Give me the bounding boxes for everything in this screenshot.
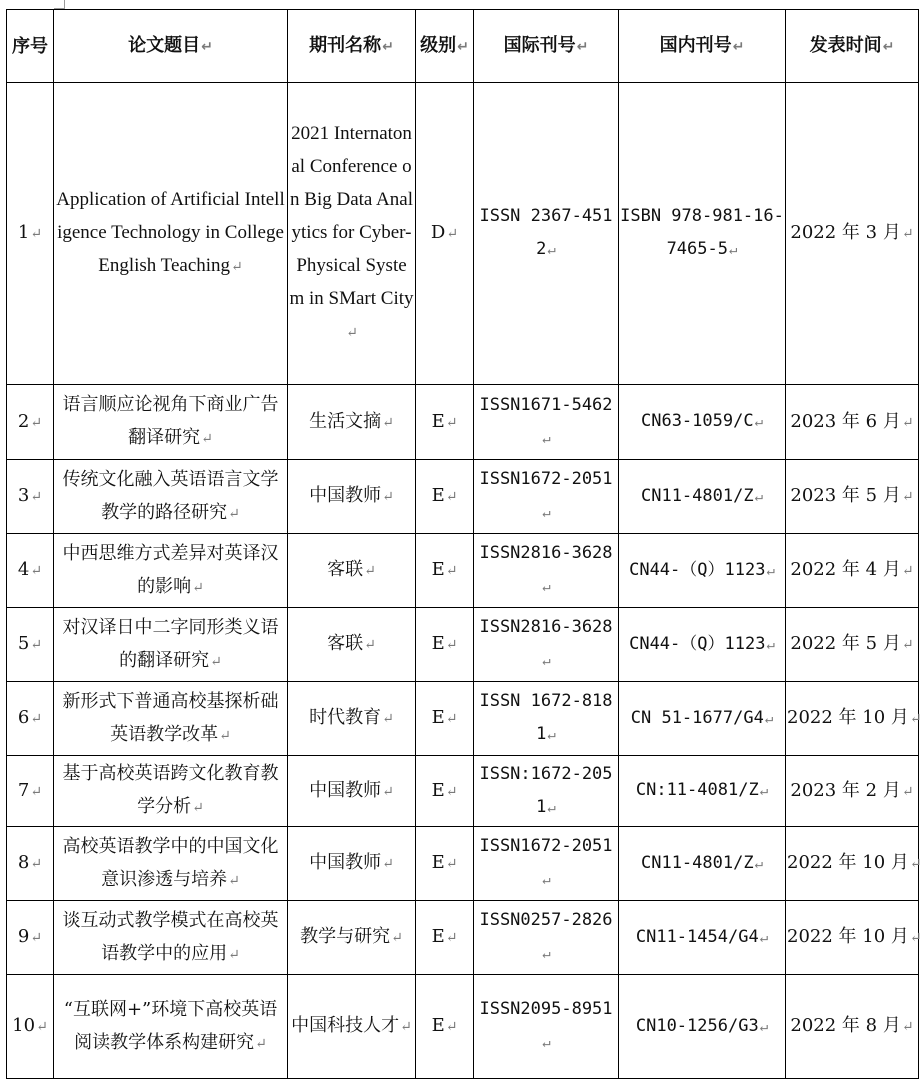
cell-intl-issn-text: ISSN 1672-8181 <box>479 691 613 744</box>
paragraph-mark: ↵ <box>764 710 774 727</box>
cell-journal <box>288 460 416 534</box>
cell-date-text: 2022 年 5 月 <box>790 633 901 654</box>
cell-seq <box>7 83 54 385</box>
paragraph-mark: ↵ <box>192 800 204 816</box>
cell-seq-text: 9 <box>17 926 30 947</box>
paragraph-mark: ↵ <box>901 563 914 579</box>
cell-title <box>54 901 288 975</box>
cell-domestic-cn-text: CN11-4801/Z <box>640 852 754 873</box>
table-row <box>7 83 919 385</box>
cell-seq <box>7 385 54 460</box>
cell-seq-text: 6 <box>17 707 30 728</box>
cell-domestic-cn-text: CN44-（Q）1123 <box>629 633 766 654</box>
cell-seq <box>7 534 54 608</box>
paragraph-mark: ↵ <box>30 414 43 431</box>
paragraph-mark: ↵ <box>445 856 458 872</box>
cell-level <box>416 83 474 385</box>
paragraph-mark: ↵ <box>391 930 403 946</box>
cell-date-text: 2023 年 2 月 <box>790 779 901 801</box>
cell-level-text: E <box>431 410 445 432</box>
cell-title <box>54 827 288 901</box>
paragraph-mark: ↵ <box>228 946 240 963</box>
cell-date-text: 2022 年 8 月 <box>790 1015 901 1036</box>
header-title: 论文题目↵ <box>54 10 288 83</box>
paragraph-mark: ↵ <box>542 653 551 669</box>
cell-level <box>416 385 474 460</box>
cell-level <box>416 975 474 1079</box>
paragraph-mark: ↵ <box>542 505 551 521</box>
paragraph-mark: ↵ <box>36 1019 48 1035</box>
cell-title-text: 高校英语教学中的中国文化意识渗透与培养 <box>62 835 279 890</box>
paragraph-mark: ↵ <box>201 431 213 447</box>
header-level: 级别↵ <box>416 10 474 83</box>
cell-domestic-cn-text: CN:11-4081/Z <box>635 780 759 800</box>
cell-title <box>54 682 288 756</box>
paragraph-mark: ↵ <box>30 563 43 579</box>
paragraph-mark: ↵ <box>210 653 222 670</box>
cell-seq-text: 7 <box>17 779 30 801</box>
paragraph-mark: ↵ <box>346 326 358 341</box>
cell-journal <box>288 756 416 827</box>
cell-intl-issn <box>474 83 619 385</box>
cell-domestic-cn <box>619 460 786 534</box>
paragraph-mark: ↵ <box>542 872 551 888</box>
paragraph-mark: ↵ <box>547 799 556 816</box>
cell-journal-text: 中国科技人才 <box>291 1015 400 1036</box>
cell-seq-text: 1 <box>17 222 30 243</box>
paragraph-mark: ↵ <box>30 226 43 242</box>
paragraph-mark: ↵ <box>30 711 43 727</box>
cell-seq <box>7 756 54 827</box>
paragraph-mark: ↵ <box>445 783 458 800</box>
cell-domestic-cn <box>619 83 786 385</box>
paragraph-mark: ↵ <box>542 946 551 962</box>
paragraph-mark: ↵ <box>445 637 458 653</box>
paragraph-mark: ↵ <box>542 579 551 595</box>
header-row <box>7 10 919 83</box>
cell-journal-text: 客联 <box>327 559 364 580</box>
paragraph-mark: ↵ <box>446 226 459 242</box>
paragraph-mark: ↵ <box>228 872 240 889</box>
cell-journal-text: 2021 Internatonal Conference on Big Data Analytics for Cyber-Physical System in SMart City <box>289 123 414 309</box>
cell-level-text: E <box>431 485 445 506</box>
cell-journal <box>288 901 416 975</box>
cell-date <box>786 827 922 901</box>
cell-seq <box>7 608 54 682</box>
cell-seq-text: 4 <box>17 559 30 580</box>
cell-journal <box>288 608 416 682</box>
header-date: 发表时间↵ <box>786 10 919 83</box>
cell-intl-issn-text: ISSN2816-3628 <box>479 617 613 637</box>
cell-date <box>786 460 919 534</box>
cell-title-text: 基于高校英语跨文化教育教学分析 <box>62 763 279 817</box>
cell-title <box>54 83 288 385</box>
table-row <box>7 682 919 756</box>
cell-domestic-cn <box>619 534 786 608</box>
cell-title-text: 传统文化融入英语语言文学教学的路径研究 <box>62 468 279 523</box>
cell-seq <box>7 975 54 1079</box>
header-journal: 期刊名称↵ <box>288 10 416 83</box>
cell-seq-text: 2 <box>17 410 30 432</box>
cell-level <box>416 460 474 534</box>
paragraph-mark: ↵ <box>364 637 376 653</box>
paragraph-mark: ↵ <box>728 242 738 258</box>
cell-intl-issn <box>474 534 619 608</box>
cell-intl-issn <box>474 756 619 827</box>
cell-intl-issn <box>474 827 619 901</box>
cell-level-text: E <box>431 559 445 580</box>
paragraph-mark: ↵ <box>382 783 394 800</box>
paragraph-mark: ↵ <box>766 562 775 579</box>
cell-intl-issn-text: ISSN 2367-4512 <box>479 206 613 259</box>
paragraph-mark: ↵ <box>909 930 922 946</box>
cell-level-text: E <box>431 1015 445 1036</box>
paragraph-mark: ↵ <box>382 489 394 505</box>
cell-domestic-cn-text: CN11-4801/Z <box>640 485 754 506</box>
paragraph-mark: ↵ <box>766 636 775 653</box>
paragraph-mark: ↵ <box>30 930 43 946</box>
cell-date-text: 2022 年 10 月 <box>787 707 909 728</box>
cell-seq <box>7 460 54 534</box>
paragraph-mark: ↵ <box>192 579 204 596</box>
table-row <box>7 534 919 608</box>
cell-seq-text: 3 <box>17 485 30 506</box>
cell-journal <box>288 83 416 385</box>
cell-date <box>786 83 919 385</box>
cell-date-text: 2022 年 10 月 <box>787 926 909 947</box>
table-row <box>7 901 919 975</box>
cell-level <box>416 827 474 901</box>
cell-domestic-cn-text: ISBN 978-981-16-7465-5 <box>620 206 784 259</box>
header-domestic-cn: 国内刊号↵ <box>619 10 786 83</box>
cell-journal-text: 中国教师 <box>309 779 382 801</box>
paragraph-mark: ↵ <box>901 489 914 505</box>
cell-date <box>786 975 919 1079</box>
paragraph-mark: ↵ <box>364 563 376 579</box>
paragraph-mark: ↵ <box>909 711 922 727</box>
paragraph-mark: ↵ <box>219 727 231 744</box>
cell-domestic-cn-text: CN44-（Q）1123 <box>629 559 766 580</box>
table-row <box>7 608 919 682</box>
cell-title-text: “互联网+”环境下高校英语阅读教学体系构建研究 <box>63 998 278 1053</box>
paragraph-mark: ↵ <box>231 260 243 275</box>
cell-title-text: 语言顺应论视角下商业广告翻译研究 <box>62 394 279 448</box>
cell-domestic-cn-text: CN63-1059/C <box>640 411 754 431</box>
cell-date <box>786 901 922 975</box>
paragraph-mark: ↵ <box>901 783 914 800</box>
cell-seq-text: 10 <box>12 1015 36 1036</box>
cell-title <box>54 756 288 827</box>
cell-intl-issn-text: ISSN2095-8951 <box>479 999 613 1019</box>
cell-intl-issn-text: ISSN1672-2051 <box>479 836 613 856</box>
cell-intl-issn <box>474 460 619 534</box>
cell-seq-text: 8 <box>17 852 30 873</box>
cell-seq <box>7 901 54 975</box>
header-intl-issn: 国际刊号↵ <box>474 10 619 83</box>
cell-intl-issn <box>474 608 619 682</box>
cell-intl-issn-text: ISSN:1672-2051 <box>479 763 613 817</box>
paragraph-mark: ↵ <box>759 783 769 799</box>
paragraph-mark: ↵ <box>445 414 458 431</box>
cell-title <box>54 385 288 460</box>
paragraph-mark: ↵ <box>547 727 556 743</box>
cell-journal <box>288 385 416 460</box>
cell-date-text: 2022 年 4 月 <box>790 559 901 580</box>
cell-journal-text: 中国教师 <box>309 485 382 506</box>
cell-title <box>54 460 288 534</box>
paragraph-mark: ↵ <box>542 1035 551 1051</box>
cell-domestic-cn-text: CN 51-1677/G4 <box>630 707 764 728</box>
cell-level <box>416 756 474 827</box>
paragraph-mark: ↵ <box>445 1019 458 1035</box>
paragraph-mark: ↵ <box>909 856 922 872</box>
cell-title <box>54 975 288 1079</box>
paragraph-mark: ↵ <box>901 1019 914 1035</box>
cell-title <box>54 534 288 608</box>
table-row <box>7 385 919 460</box>
page-corner-mark <box>54 0 65 9</box>
paragraph-mark: ↵ <box>30 783 43 800</box>
table-row <box>7 975 919 1079</box>
cell-level-text: E <box>431 707 445 728</box>
cell-level-text: D <box>430 222 446 243</box>
cell-date <box>786 385 919 460</box>
cell-journal-text: 教学与研究 <box>300 926 391 947</box>
cell-date-text: 2023 年 5 月 <box>790 485 901 506</box>
cell-intl-issn <box>474 901 619 975</box>
cell-level-text: E <box>431 926 445 947</box>
paragraph-mark: ↵ <box>754 488 764 505</box>
paragraph-mark: ↵ <box>445 489 458 505</box>
cell-intl-issn-text: ISSN1672-2051 <box>479 469 613 489</box>
paragraph-mark: ↵ <box>382 414 394 431</box>
cell-journal-text: 中国教师 <box>309 852 382 873</box>
cell-level <box>416 534 474 608</box>
cell-seq <box>7 827 54 901</box>
cell-level-text: E <box>431 779 445 801</box>
cell-journal <box>288 827 416 901</box>
cell-date-text: 2022 年 3 月 <box>790 222 901 243</box>
cell-seq <box>7 682 54 756</box>
paragraph-mark: ↵ <box>445 711 458 727</box>
cell-domestic-cn <box>619 385 786 460</box>
paragraph-mark: ↵ <box>542 430 551 447</box>
cell-journal-text: 时代教育 <box>309 707 382 728</box>
cell-level <box>416 901 474 975</box>
header-seq: 序号 <box>7 10 54 83</box>
cell-title <box>54 608 288 682</box>
paragraph-mark: ↵ <box>759 929 769 946</box>
cell-title-text: 新形式下普通高校基探析础英语教学改革 <box>62 690 279 745</box>
cell-journal-text: 生活文摘 <box>309 410 382 432</box>
paragraph-mark: ↵ <box>30 637 43 653</box>
cell-level-text: E <box>431 852 445 873</box>
cell-date-text: 2023 年 6 月 <box>790 410 901 432</box>
cell-journal <box>288 534 416 608</box>
cell-intl-issn <box>474 682 619 756</box>
cell-domestic-cn <box>619 756 786 827</box>
paragraph-mark: ↵ <box>400 1019 412 1035</box>
cell-domestic-cn <box>619 682 786 756</box>
cell-title-text: 中西思维方式差异对英译汉的影响 <box>62 542 279 597</box>
cell-domestic-cn-text: CN10-1256/G3 <box>635 1015 759 1036</box>
cell-intl-issn <box>474 975 619 1079</box>
paragraph-mark: ↵ <box>382 711 394 727</box>
cell-level <box>416 682 474 756</box>
cell-intl-issn-text: ISSN1671-5462 <box>479 394 613 415</box>
cell-journal <box>288 682 416 756</box>
paragraph-mark: ↵ <box>754 414 764 430</box>
cell-journal <box>288 975 416 1079</box>
cell-domestic-cn <box>619 901 786 975</box>
paragraph-mark: ↵ <box>382 856 394 872</box>
cell-seq-text: 5 <box>17 633 30 654</box>
cell-title-text: Application of Artificial Intelligence Technology in College English Teaching <box>56 189 285 276</box>
paragraph-mark: ↵ <box>754 855 764 872</box>
paragraph-mark: ↵ <box>30 856 43 872</box>
cell-intl-issn-text: ISSN0257-2826 <box>479 910 613 930</box>
cell-title-text: 对汉译日中二字同形类义语的翻译研究 <box>62 616 279 671</box>
cell-intl-issn-text: ISSN2816-3628 <box>479 543 613 563</box>
paragraph-mark: ↵ <box>901 226 914 242</box>
cell-level-text: E <box>431 633 445 654</box>
publication-table <box>6 9 922 1079</box>
paragraph-mark: ↵ <box>30 489 43 505</box>
table-row <box>7 756 919 827</box>
paragraph-mark: ↵ <box>901 414 914 431</box>
cell-date <box>786 682 922 756</box>
cell-date-text: 2022 年 10 月 <box>787 852 909 873</box>
cell-domestic-cn <box>619 827 786 901</box>
paragraph-mark: ↵ <box>445 930 458 946</box>
cell-date <box>786 756 919 827</box>
cell-date <box>786 534 919 608</box>
cell-journal-text: 客联 <box>327 633 364 654</box>
cell-domestic-cn <box>619 975 786 1079</box>
paragraph-mark: ↵ <box>255 1035 267 1052</box>
table-row <box>7 827 919 901</box>
cell-intl-issn <box>474 385 619 460</box>
paragraph-mark: ↵ <box>547 242 556 258</box>
cell-domestic-cn-text: CN11-1454/G4 <box>635 926 759 947</box>
cell-date <box>786 608 919 682</box>
cell-title-text: 谈互动式教学模式在高校英语教学中的应用 <box>62 909 279 964</box>
cell-level <box>416 608 474 682</box>
paragraph-mark: ↵ <box>901 637 914 653</box>
paragraph-mark: ↵ <box>228 505 240 522</box>
cell-domestic-cn <box>619 608 786 682</box>
paragraph-mark: ↵ <box>759 1018 769 1035</box>
paragraph-mark: ↵ <box>445 563 458 579</box>
table-row <box>7 460 919 534</box>
